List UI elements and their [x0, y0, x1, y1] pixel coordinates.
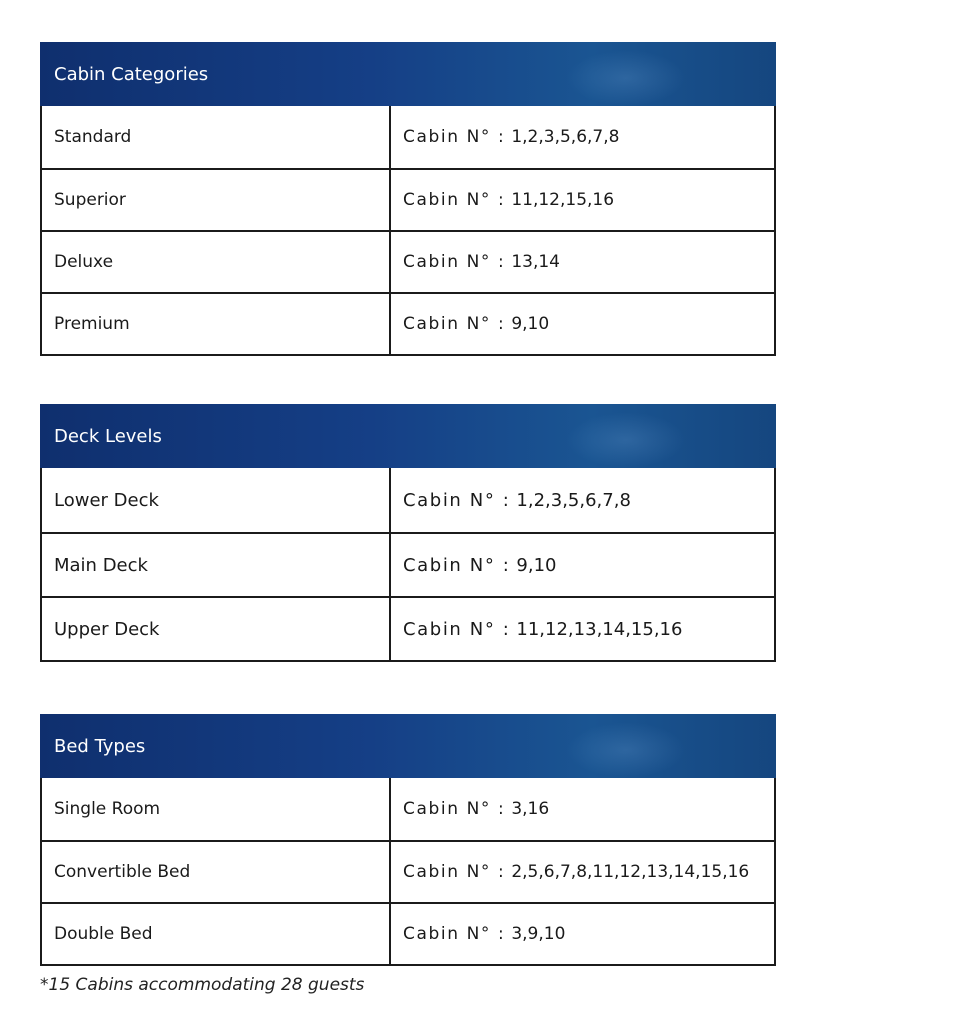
bed-types-table [40, 714, 776, 966]
table-row [42, 230, 774, 292]
table-row [42, 468, 774, 532]
row-label: Premium [42, 294, 391, 354]
row-label: Lower Deck [42, 468, 391, 532]
row-value: Cabin N° : 9,10 [403, 554, 557, 576]
cabin-categories-header [40, 42, 776, 106]
bed-types-header [40, 714, 776, 778]
row-value: Cabin N° : 1,2,3,5,6,7,8 [403, 127, 620, 147]
table-row [42, 106, 774, 168]
table-row [42, 778, 774, 840]
row-value: Cabin N° : 3,16 [403, 799, 550, 819]
row-label: Convertible Bed [42, 842, 391, 902]
row-value: Cabin N° : 13,14 [403, 252, 560, 272]
row-value: Cabin N° : 11,12,15,16 [403, 190, 615, 210]
deck-levels-table [40, 404, 776, 662]
row-value: Cabin N° : 9,10 [403, 314, 550, 334]
row-label: Superior [42, 170, 391, 230]
table-row [42, 596, 774, 660]
table-row [42, 840, 774, 902]
row-value: Cabin N° : 3,9,10 [403, 924, 566, 944]
row-label: Deluxe [42, 232, 391, 292]
row-label: Single Room [42, 778, 391, 840]
deck-levels-header [40, 404, 776, 468]
row-label: Upper Deck [42, 598, 391, 660]
table-row [42, 168, 774, 230]
bed-types-title: Bed Types [54, 735, 146, 757]
table-row [42, 902, 774, 964]
footnote: *15 Cabins accommodating 28 guests [40, 975, 365, 995]
cabin-categories-title: Cabin Categories [54, 63, 209, 85]
row-label: Double Bed [42, 904, 391, 964]
row-value: Cabin N° : 2,5,6,7,8,11,12,13,14,15,16 [403, 862, 750, 882]
row-label: Standard [42, 106, 391, 168]
cabin-categories-table [40, 42, 776, 356]
row-value: Cabin N° : 11,12,13,14,15,16 [403, 618, 683, 640]
row-value: Cabin N° : 1,2,3,5,6,7,8 [403, 489, 631, 511]
table-row [42, 532, 774, 596]
deck-levels-title: Deck Levels [54, 425, 162, 447]
table-row [42, 292, 774, 354]
row-label: Main Deck [42, 534, 391, 596]
